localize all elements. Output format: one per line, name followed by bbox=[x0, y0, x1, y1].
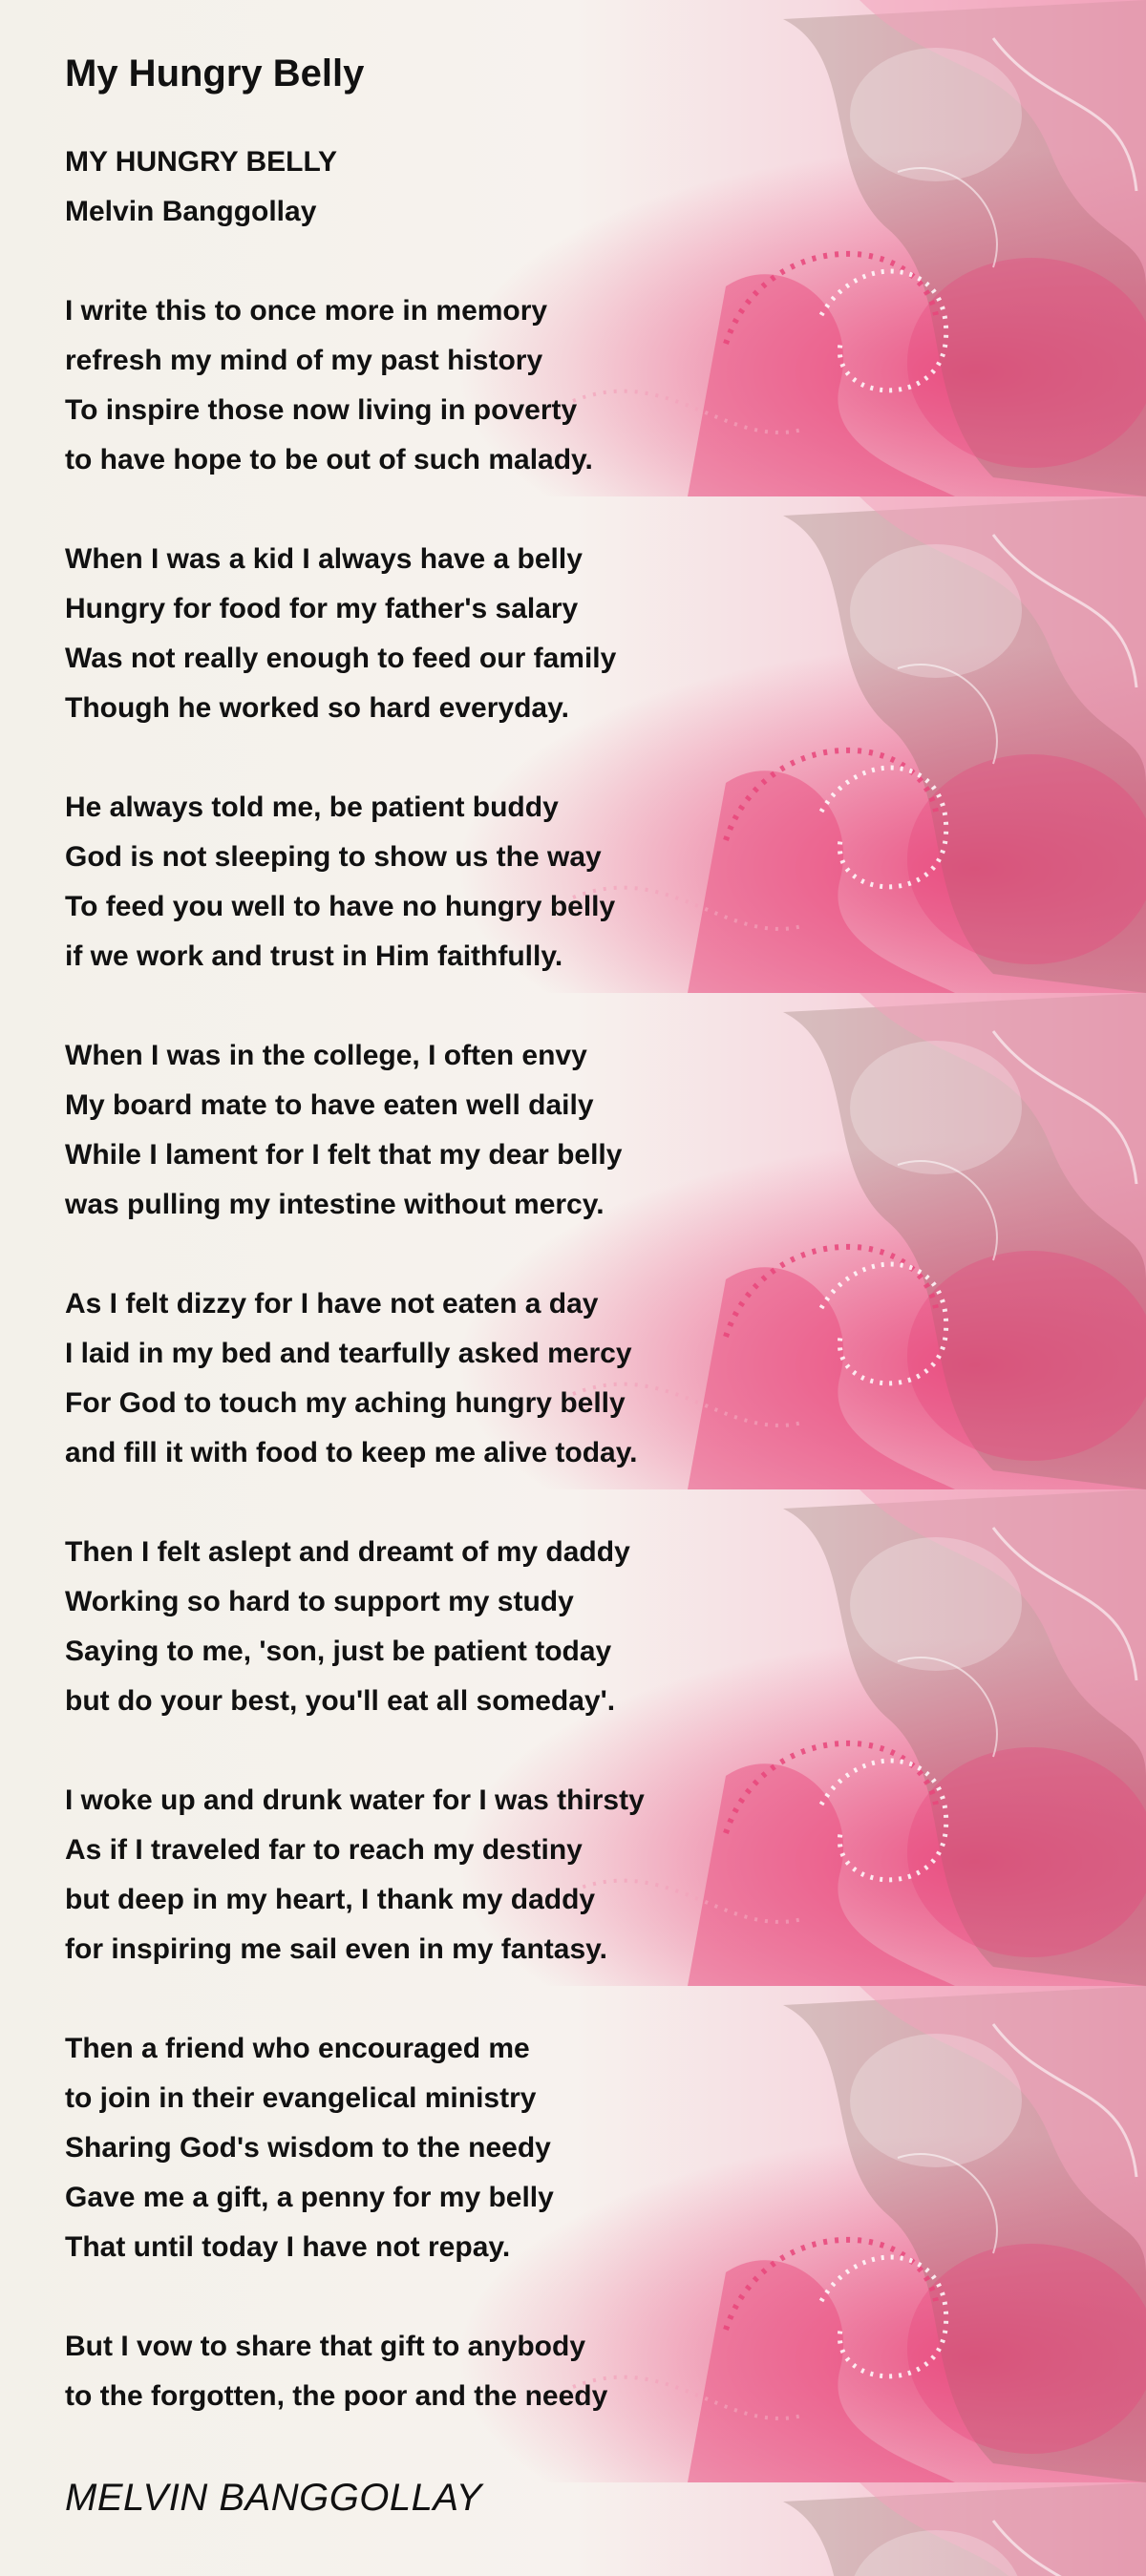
stanza bbox=[65, 783, 791, 982]
poem-line: but do your best, you'll eat all someday'. bbox=[65, 1685, 616, 1717]
poem-line: As if I traveled far to reach my destiny bbox=[65, 1834, 583, 1866]
stanza bbox=[65, 1031, 791, 1230]
poem-line: to the forgotten, the poor and the needy bbox=[65, 2380, 608, 2412]
poem-line: To feed you well to have no hungry belly bbox=[65, 891, 616, 922]
poem-line: To inspire those now living in poverty bbox=[65, 394, 578, 426]
page-title: My Hungry Belly bbox=[65, 53, 365, 95]
poem-line: Then I felt aslept and dreamt of my daddy bbox=[65, 1536, 630, 1568]
poem-line: for inspiring me sail even in my fantasy. bbox=[65, 1933, 607, 1965]
poem-line: That until today I have not repay. bbox=[65, 2231, 511, 2263]
poem-line: refresh my mind of my past history bbox=[65, 345, 543, 376]
poem-line: As I felt dizzy for I have not eaten a day bbox=[65, 1288, 599, 1320]
poem-line: But I vow to share that gift to anybody bbox=[65, 2331, 586, 2362]
stanza bbox=[65, 286, 791, 485]
poem-line: and fill it with food to keep me alive today. bbox=[65, 1437, 638, 1468]
poem-line: My board mate to have eaten well daily bbox=[65, 1089, 594, 1121]
poem-line: Was not really enough to feed our family bbox=[65, 643, 617, 674]
stanza bbox=[65, 1776, 791, 1974]
poem-line: God is not sleeping to show us the way bbox=[65, 841, 602, 873]
poem-heading: MY HUNGRY BELLY bbox=[65, 146, 338, 178]
poem-line: When I was a kid I always have a belly bbox=[65, 543, 583, 575]
poem-line: While I lament for I felt that my dear belly bbox=[65, 1139, 623, 1171]
poem-line: I write this to once more in memory bbox=[65, 295, 548, 327]
author-signature: MELVIN BANGGOLLAY bbox=[65, 2477, 482, 2519]
poem-line: if we work and trust in Him faithfully. bbox=[65, 940, 563, 972]
poem-line: but deep in my heart, I thank my daddy bbox=[65, 1884, 596, 1915]
poem-line: Working so hard to support my study bbox=[65, 1586, 574, 1617]
poem-line: to have hope to be out of such malady. bbox=[65, 444, 593, 475]
stanza bbox=[65, 2024, 791, 2272]
poem-line: was pulling my intestine without mercy. bbox=[65, 1189, 605, 1220]
poem-line: Hungry for food for my father's salary bbox=[65, 593, 579, 624]
poem-line: Though he worked so hard everyday. bbox=[65, 692, 569, 724]
poem-line: Then a friend who encouraged me bbox=[65, 2033, 530, 2064]
stanza bbox=[65, 1279, 791, 1478]
poem-header bbox=[65, 137, 791, 237]
poem-author: Melvin Banggollay bbox=[65, 196, 317, 227]
poem-line: When I was in the college, I often envy bbox=[65, 1040, 587, 1071]
stanza bbox=[65, 2322, 791, 2421]
poem-line: For God to touch my aching hungry belly bbox=[65, 1387, 626, 1419]
poem-line: to join in their evangelical ministry bbox=[65, 2082, 537, 2114]
poem-content bbox=[65, 50, 791, 2421]
poem-line: I laid in my bed and tearfully asked mercy bbox=[65, 1338, 632, 1369]
poem-line: He always told me, be patient buddy bbox=[65, 792, 559, 823]
stanza bbox=[65, 1528, 791, 1726]
stanza bbox=[65, 535, 791, 733]
poem-line: I woke up and drunk water for I was thirsty bbox=[65, 1784, 645, 1816]
poem-line: Saying to me, 'son, just be patient today bbox=[65, 1636, 612, 1667]
poem-line: Gave me a gift, a penny for my belly bbox=[65, 2182, 554, 2213]
poem-line: Sharing God's wisdom to the needy bbox=[65, 2132, 551, 2164]
